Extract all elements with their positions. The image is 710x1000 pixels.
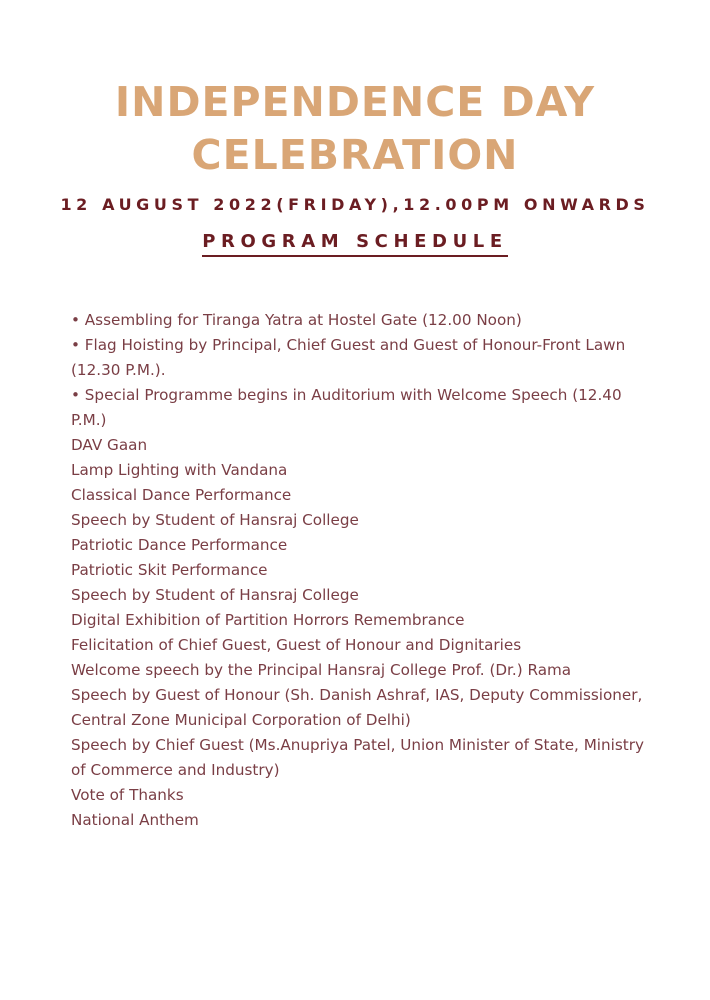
event-title-line-1: INDEPENDENCE DAY	[114, 78, 596, 126]
program-item: Welcome speech by the Principal Hansraj College Prof. (Dr.) Rama	[71, 661, 572, 679]
program-item: • Special Programme begins in Auditorium with Welcome Speech (12.40 P.M.)	[71, 386, 622, 429]
program-item: Classical Dance Performance	[71, 486, 292, 504]
program-item: Speech by Student of Hansraj College	[71, 586, 359, 604]
program-schedule-heading	[0, 230, 710, 257]
program-item: Lamp Lighting with Vandana	[71, 461, 288, 479]
program-item: National Anthem	[71, 811, 199, 829]
program-item: DAV Gaan	[71, 436, 148, 454]
program-item: Felicitation of Chief Guest, Guest of Honour and Dignitaries	[71, 636, 522, 654]
program-item: Patriotic Dance Performance	[71, 536, 288, 554]
program-item: Digital Exhibition of Partition Horrors Remembrance	[71, 611, 465, 629]
program-item: • Assembling for Tiranga Yatra at Hostel Gate (12.00 Noon)	[71, 311, 522, 329]
event-title-line-2: CELEBRATION	[191, 131, 519, 179]
event-date-time: 12 AUGUST 2022(FRIDAY),12.00PM ONWARDS	[60, 195, 650, 214]
program-item: Vote of Thanks	[71, 786, 184, 804]
program-schedule-heading-text: PROGRAM SCHEDULE	[202, 230, 508, 257]
program-list	[71, 308, 651, 833]
program-item: • Flag Hoisting by Principal, Chief Guest and Guest of Honour-Front Lawn (12.30 P.M.).	[71, 336, 626, 379]
program-item: Speech by Guest of Honour (Sh. Danish Ashraf, IAS, Deputy Commissioner, Central Zone Municipal Corporation of Delhi)	[71, 686, 643, 729]
program-item: Speech by Chief Guest (Ms.Anupriya Patel, Union Minister of State, Ministry of Commerce and Industry)	[71, 736, 644, 779]
program-item: Patriotic Skit Performance	[71, 561, 268, 579]
program-item: Speech by Student of Hansraj College	[71, 511, 359, 529]
